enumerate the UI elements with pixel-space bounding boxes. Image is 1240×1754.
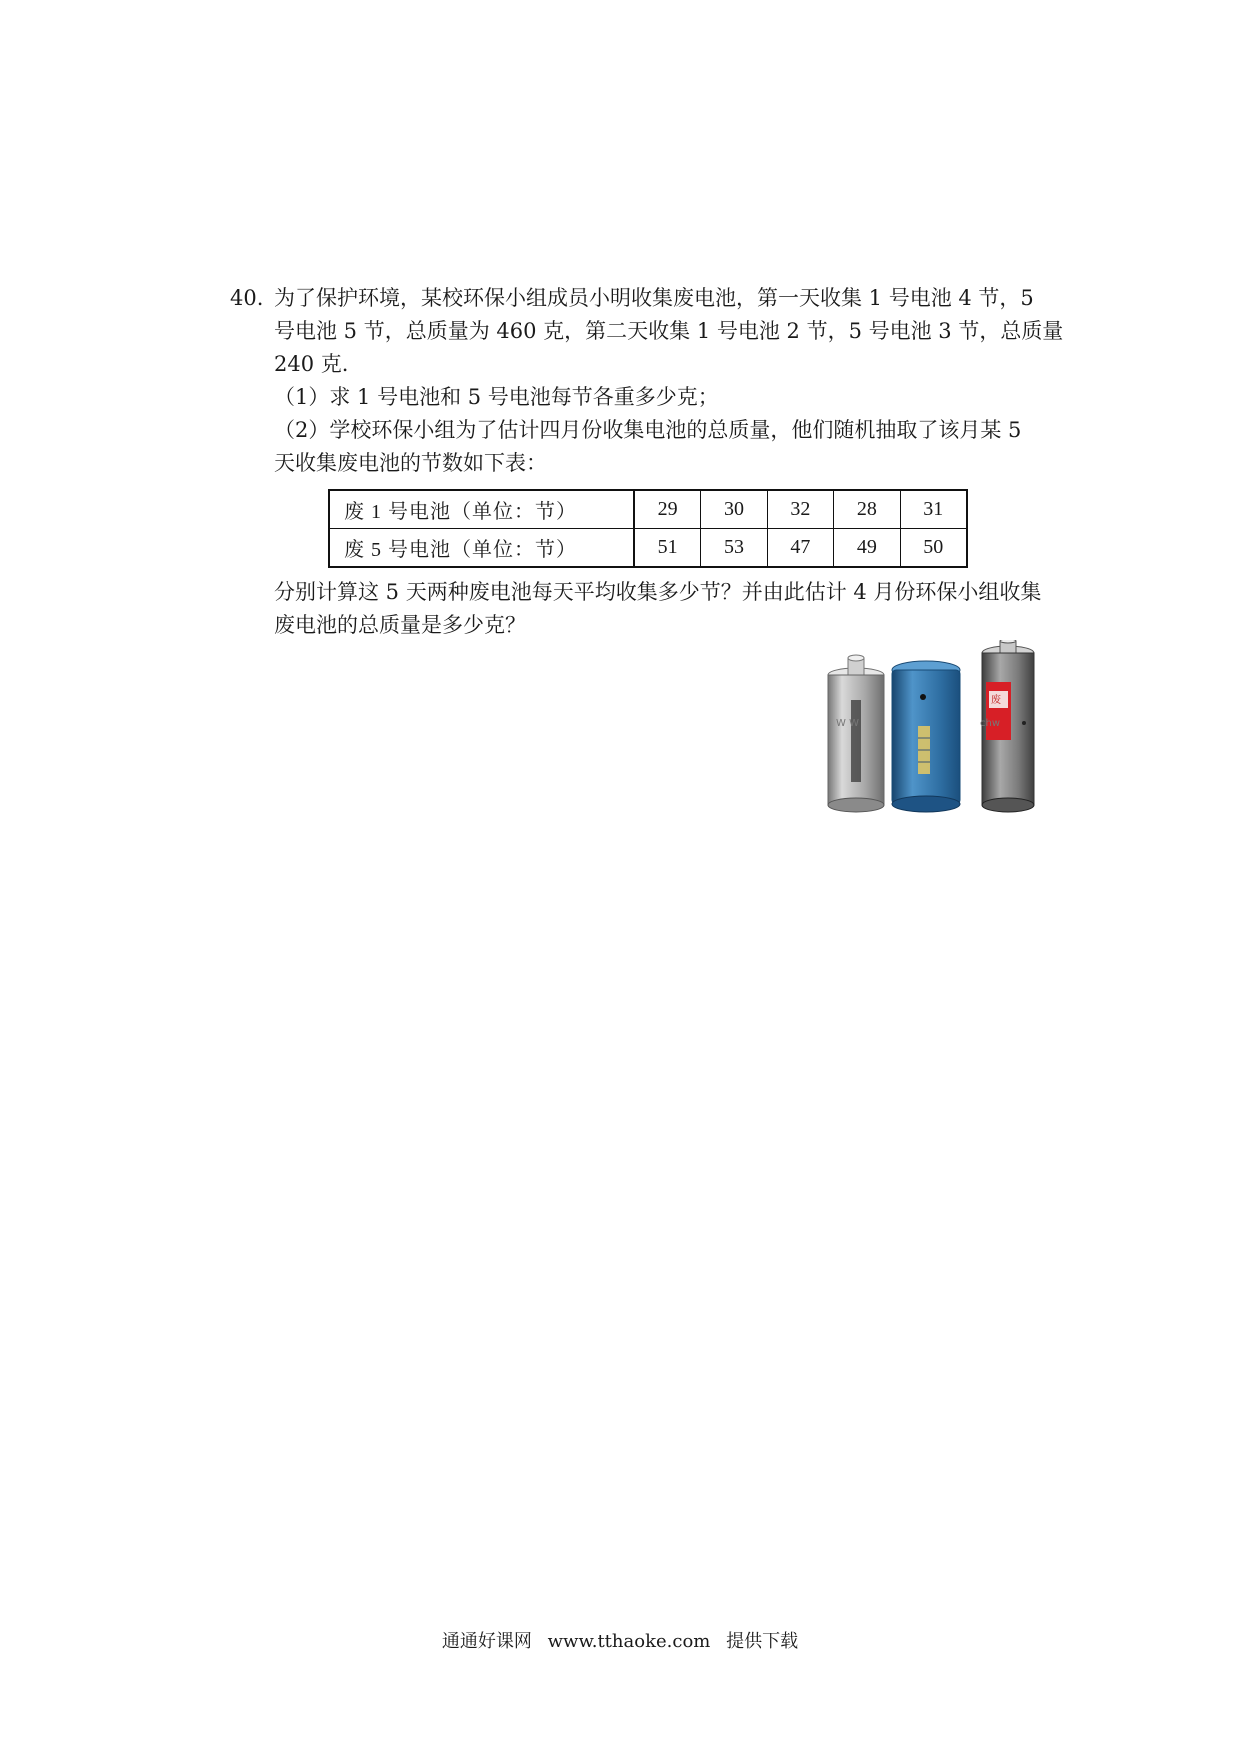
svg-text:W W: W W xyxy=(836,718,859,729)
row-label-no1: 废 1 号电池（单位：节） xyxy=(329,490,634,529)
row-label-no5: 废 5 号电池（单位：节） xyxy=(329,529,634,568)
table-cell: 28 xyxy=(834,490,900,529)
problem-line-1 xyxy=(230,282,1060,315)
part-2-question-line-2 xyxy=(230,447,1060,480)
table-cell: 49 xyxy=(834,529,900,568)
table-cell: 47 xyxy=(767,529,833,568)
part-1-text: （1）求 1 号电池和 5 号电池每节各重多少克； xyxy=(274,385,719,409)
problem-number: 40. xyxy=(230,286,264,310)
problem-text-line: 240 克. xyxy=(274,352,349,376)
problem-text-line: 为了保护环境，某校环保小组成员小明收集废电池，第一天收集 1 号电池 4 节，5 xyxy=(274,286,1034,310)
table-cell: 50 xyxy=(900,529,967,568)
part-2-question-line-1 xyxy=(230,414,1060,447)
battery-count-table-wrapper xyxy=(328,489,968,567)
table-cell: 53 xyxy=(701,529,767,568)
dark-battery-bin-icon xyxy=(980,640,1034,812)
part-2-text-line: 天收集废电池的节数如下表： xyxy=(274,451,547,475)
followup-question xyxy=(274,576,1064,642)
footer-site-name: 通通好课网 xyxy=(441,1631,532,1652)
part-2-text-line: （2）学校环保小组为了估计四月份收集电池的总质量，他们随机抽取了该月某 5 xyxy=(274,418,1022,442)
svg-text:chw: chw xyxy=(980,718,1001,729)
gray-battery-bin-icon xyxy=(828,655,884,812)
problem-40 xyxy=(230,282,1064,480)
table-cell: 51 xyxy=(634,529,701,568)
blue-battery-bin-icon xyxy=(892,661,960,812)
problem-line-3 xyxy=(230,348,1060,381)
followup-line: 废电池的总质量是多少克？ xyxy=(274,613,526,637)
battery-count-table xyxy=(328,489,968,568)
followup-line: 分别计算这 5 天两种废电池每天平均收集多少节？并由此估计 4 月份环保小组收集 xyxy=(274,580,1042,604)
table-cell: 30 xyxy=(701,490,767,529)
footer-url: www.tthaoke.com xyxy=(547,1631,711,1652)
svg-text:废: 废 xyxy=(991,695,1001,706)
table-row xyxy=(329,529,967,568)
table-cell: 29 xyxy=(634,490,701,529)
table-cell: 32 xyxy=(767,490,833,529)
footer-download-text: 提供下载 xyxy=(726,1631,799,1652)
problem-text-line: 号电池 5 节，总质量为 460 克，第二天收集 1 号电池 2 节，5 号电池 3 节，总质量 xyxy=(274,319,1064,343)
battery-recycling-bins-illustration xyxy=(822,640,1056,816)
download-footer xyxy=(0,1630,1240,1654)
table-cell: 31 xyxy=(900,490,967,529)
table-row xyxy=(329,490,967,529)
part-1-question xyxy=(230,381,1060,414)
problem-line-2 xyxy=(230,315,1064,348)
